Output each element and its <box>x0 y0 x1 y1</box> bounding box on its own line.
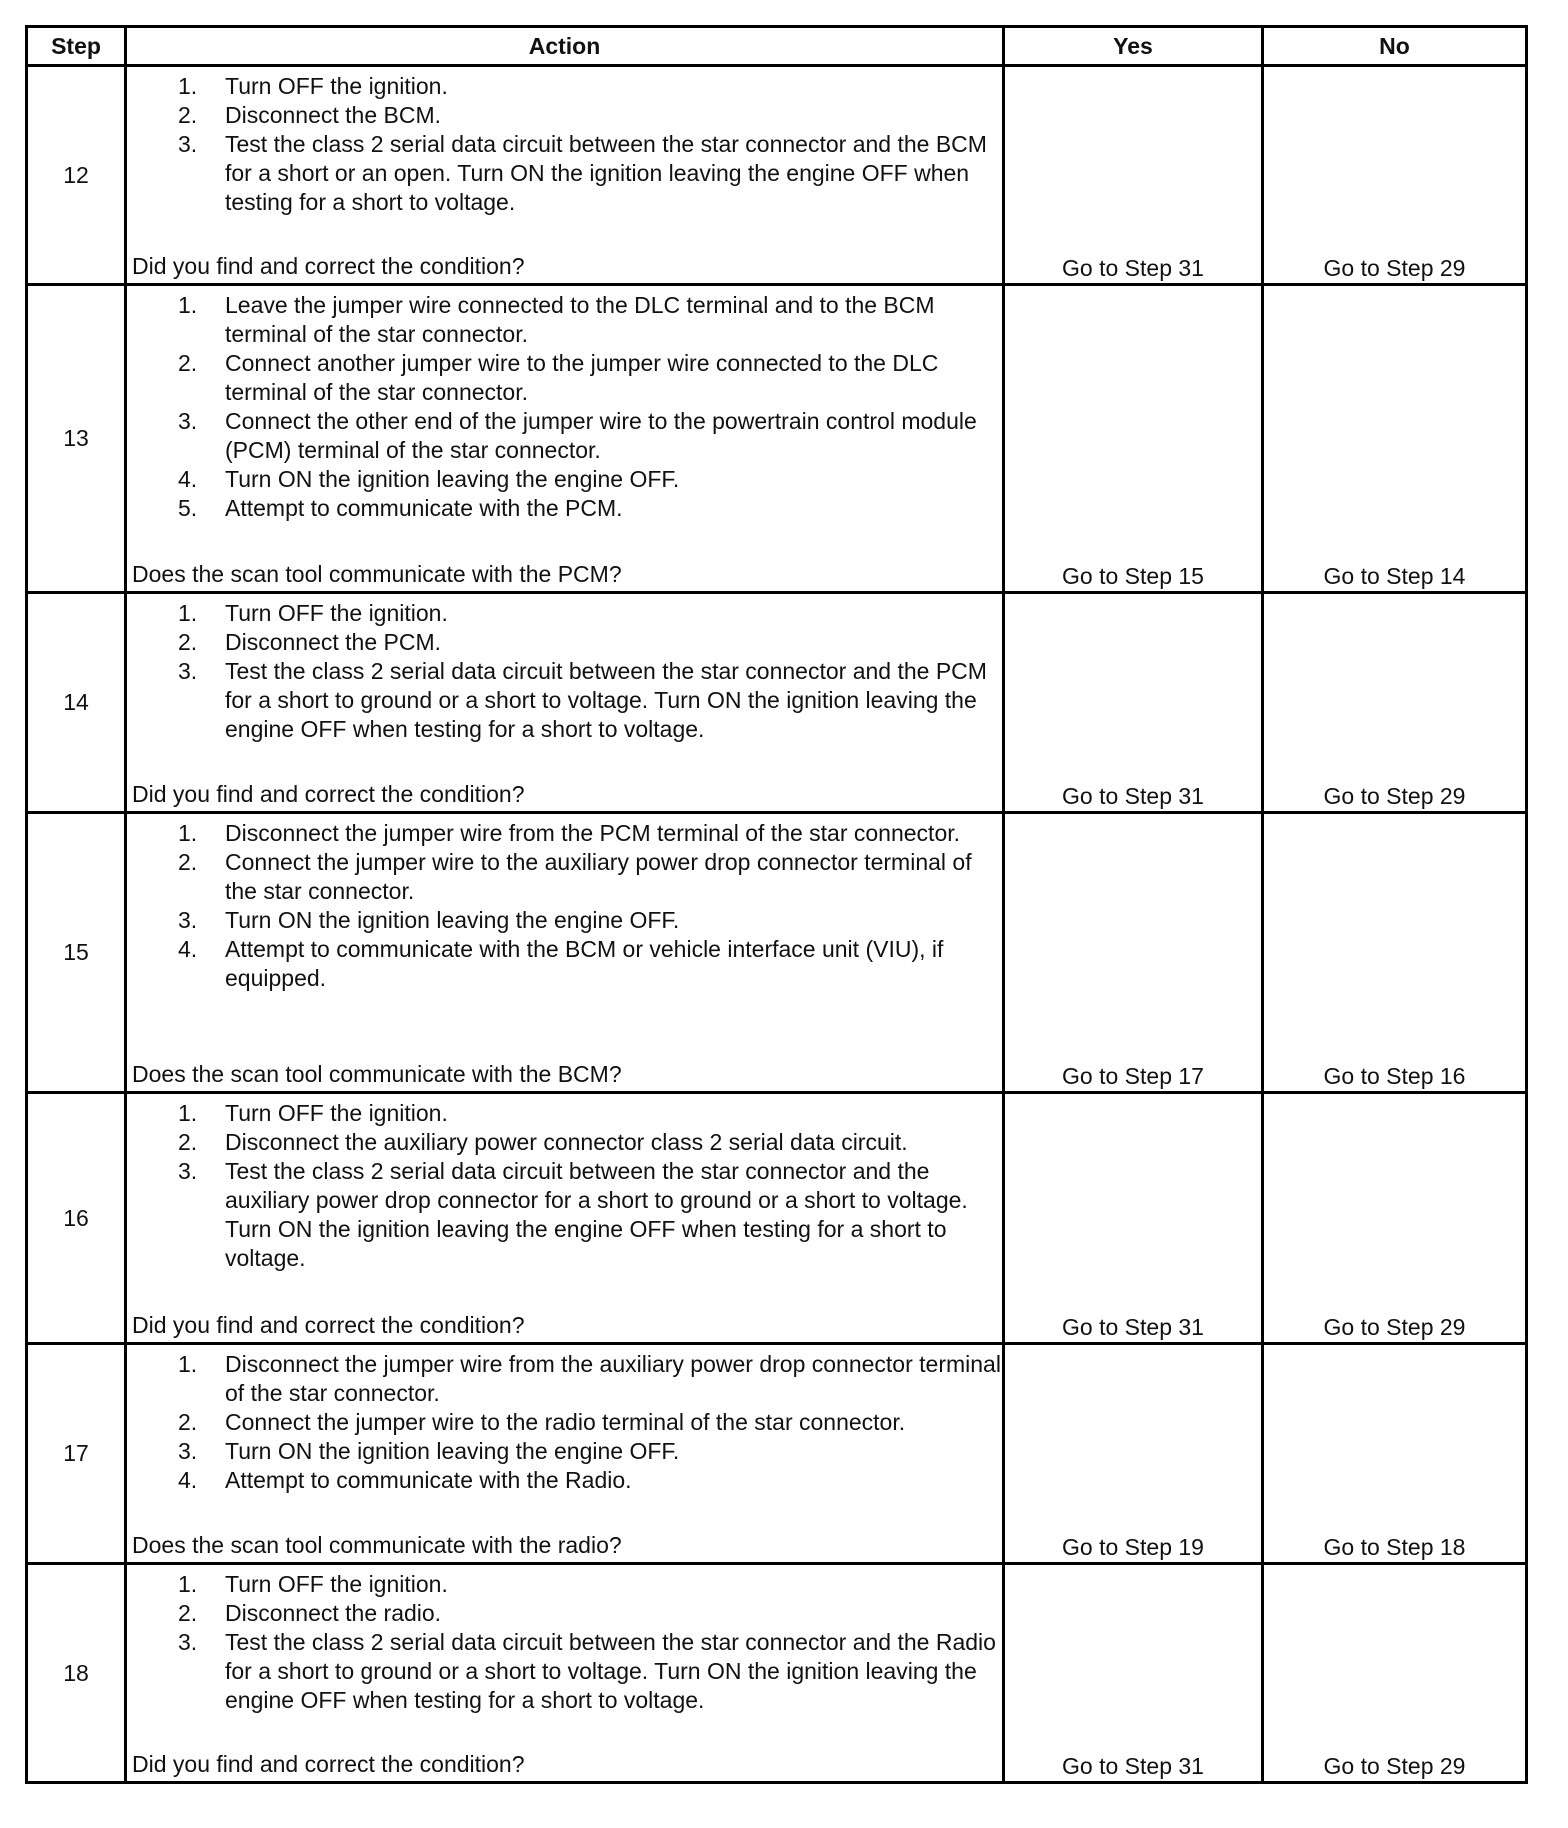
action-item-number: 3. <box>178 658 198 684</box>
action-question: Did you find and correct the condition? <box>132 1751 525 1777</box>
action-item-number: 4. <box>178 1467 198 1493</box>
action-item-number: 2. <box>178 629 198 655</box>
action-item-text: Turn OFF the ignition. <box>225 600 448 626</box>
action-item <box>127 1599 1002 1628</box>
header-row <box>27 27 1527 66</box>
action-question: Did you find and correct the condition? <box>132 253 525 279</box>
action-item-number: 3. <box>178 907 198 933</box>
action-item-text: Turn ON the ignition leaving the engine OFF. <box>225 1438 680 1464</box>
action-item <box>127 101 1002 130</box>
action-item <box>127 130 1002 217</box>
step-number: 18 <box>27 1564 126 1783</box>
action-item <box>127 72 1002 101</box>
table-row <box>27 66 1527 285</box>
step-number: 16 <box>27 1093 126 1344</box>
step-number: 12 <box>27 66 126 285</box>
action-cell <box>126 813 1004 1093</box>
action-item <box>127 935 1002 993</box>
no-result: Go to Step 14 <box>1263 285 1527 593</box>
action-question: Did you find and correct the condition? <box>132 1312 525 1338</box>
action-item-number: 2. <box>178 1129 198 1155</box>
action-item-text: Leave the jumper wire connected to the DLC terminal and to the BCM terminal of the star connector. <box>225 292 935 347</box>
action-item <box>127 1128 1002 1157</box>
table-row <box>27 1344 1527 1564</box>
header-no: No <box>1263 27 1527 66</box>
no-result: Go to Step 29 <box>1263 593 1527 813</box>
action-item-text: Disconnect the radio. <box>225 1600 442 1626</box>
action-item-number: 3. <box>178 1158 198 1184</box>
action-item-text: Attempt to communicate with the PCM. <box>225 495 623 521</box>
action-item-text: Test the class 2 serial data circuit between the star connector and the BCM for a short or an open. Turn ON the ignition leaving the engine OFF when testing for a short to voltage. <box>225 131 987 215</box>
table-header <box>27 27 1527 66</box>
action-item <box>127 628 1002 657</box>
action-item-number: 5. <box>178 495 198 521</box>
diagnostic-table <box>25 25 1528 1784</box>
action-item <box>127 906 1002 935</box>
table-row <box>27 593 1527 813</box>
action-item <box>127 1570 1002 1599</box>
action-item-number: 4. <box>178 466 198 492</box>
action-question: Did you find and correct the condition? <box>132 781 525 807</box>
action-item-number: 3. <box>178 1438 198 1464</box>
action-item <box>127 1628 1002 1715</box>
action-question: Does the scan tool communicate with the BCM? <box>132 1061 622 1087</box>
no-result: Go to Step 29 <box>1263 1564 1527 1783</box>
yes-result: Go to Step 15 <box>1004 285 1263 593</box>
action-item-number: 3. <box>178 1629 198 1655</box>
action-cell <box>126 1093 1004 1344</box>
action-item-number: 1. <box>178 1351 198 1377</box>
action-item <box>127 657 1002 744</box>
action-item-number: 2. <box>178 849 198 875</box>
action-item <box>127 291 1002 349</box>
action-list <box>127 1565 1002 1715</box>
yes-result: Go to Step 31 <box>1004 66 1263 285</box>
action-item-text: Disconnect the BCM. <box>225 102 442 128</box>
action-item <box>127 1437 1002 1466</box>
action-item <box>127 494 1002 523</box>
yes-result: Go to Step 19 <box>1004 1344 1263 1564</box>
action-item-text: Connect the jumper wire to the radio terminal of the star connector. <box>225 1409 906 1435</box>
action-item-text: Disconnect the jumper wire from the PCM terminal of the star connector. <box>225 820 961 846</box>
action-item-number: 1. <box>178 820 198 846</box>
action-list <box>127 286 1002 523</box>
step-number: 17 <box>27 1344 126 1564</box>
action-item-text: Test the class 2 serial data circuit between the star connector and the Radio for a short to ground or a short to voltage. Turn ON the ignition leaving the engine OFF when testing for a short to voltage. <box>225 1629 996 1713</box>
action-item-text: Disconnect the jumper wire from the auxiliary power drop connector terminal of the star connector. <box>225 1351 1001 1406</box>
action-item-number: 2. <box>178 1600 198 1626</box>
action-item-number: 4. <box>178 936 198 962</box>
action-item <box>127 407 1002 465</box>
table-row <box>27 285 1527 593</box>
action-item <box>127 1350 1002 1408</box>
action-list <box>127 594 1002 744</box>
yes-result: Go to Step 31 <box>1004 1564 1263 1783</box>
action-item <box>127 819 1002 848</box>
action-item-number: 1. <box>178 292 198 318</box>
table-row <box>27 1093 1527 1344</box>
action-item <box>127 1099 1002 1128</box>
action-item-number: 2. <box>178 350 198 376</box>
action-cell <box>126 1564 1004 1783</box>
action-item-text: Connect the jumper wire to the auxiliary power drop connector terminal of the star connector. <box>225 849 972 904</box>
action-item-text: Turn ON the ignition leaving the engine OFF. <box>225 466 680 492</box>
action-item <box>127 1466 1002 1495</box>
action-item <box>127 1157 1002 1273</box>
action-item-text: Connect another jumper wire to the jumper wire connected to the DLC terminal of the star connector. <box>225 350 939 405</box>
action-item <box>127 848 1002 906</box>
action-item-number: 1. <box>178 600 198 626</box>
action-question: Does the scan tool communicate with the radio? <box>132 1532 622 1558</box>
action-item-number: 1. <box>178 1100 198 1126</box>
action-item-number: 1. <box>178 73 198 99</box>
action-item-text: Turn ON the ignition leaving the engine OFF. <box>225 907 680 933</box>
header-yes: Yes <box>1004 27 1263 66</box>
diagnostic-table-wrapper <box>25 25 1525 1784</box>
no-result: Go to Step 29 <box>1263 1093 1527 1344</box>
no-result: Go to Step 16 <box>1263 813 1527 1093</box>
action-cell <box>126 1344 1004 1564</box>
action-item-text: Attempt to communicate with the Radio. <box>225 1467 632 1493</box>
action-list <box>127 814 1002 993</box>
step-number: 15 <box>27 813 126 1093</box>
action-item-number: 3. <box>178 131 198 157</box>
action-item-number: 1. <box>178 1571 198 1597</box>
action-item-text: Attempt to communicate with the BCM or vehicle interface unit (VIU), if equipped. <box>225 936 944 991</box>
action-cell <box>126 593 1004 813</box>
header-action: Action <box>126 27 1004 66</box>
action-item <box>127 1408 1002 1437</box>
table-row <box>27 1564 1527 1783</box>
action-item-text: Turn OFF the ignition. <box>225 1100 448 1126</box>
action-list <box>127 67 1002 217</box>
action-cell <box>126 285 1004 593</box>
action-item-number: 3. <box>178 408 198 434</box>
step-number: 13 <box>27 285 126 593</box>
action-list <box>127 1345 1002 1495</box>
table-row <box>27 813 1527 1093</box>
action-item-text: Turn OFF the ignition. <box>225 73 448 99</box>
action-item-text: Test the class 2 serial data circuit between the star connector and the auxiliary power drop connector for a short to ground or a short to voltage. Turn ON the ignition leaving the engine OFF when testing for a short to voltage. <box>225 1158 968 1271</box>
action-question: Does the scan tool communicate with the PCM? <box>132 561 622 587</box>
action-item-text: Disconnect the PCM. <box>225 629 442 655</box>
no-result: Go to Step 18 <box>1263 1344 1527 1564</box>
action-item-text: Connect the other end of the jumper wire to the powertrain control module (PCM) terminal of the star connector. <box>225 408 977 463</box>
header-step: Step <box>27 27 126 66</box>
action-item <box>127 599 1002 628</box>
action-item-text: Turn OFF the ignition. <box>225 1571 448 1597</box>
action-item <box>127 465 1002 494</box>
action-item-text: Test the class 2 serial data circuit between the star connector and the PCM for a short to ground or a short to voltage. Turn ON the ignition leaving the engine OFF when testing for a short to voltage. <box>225 658 987 742</box>
yes-result: Go to Step 31 <box>1004 1093 1263 1344</box>
yes-result: Go to Step 31 <box>1004 593 1263 813</box>
yes-result: Go to Step 17 <box>1004 813 1263 1093</box>
action-list <box>127 1094 1002 1273</box>
action-item-number: 2. <box>178 102 198 128</box>
table-body <box>27 66 1527 1783</box>
action-item-text: Disconnect the auxiliary power connector class 2 serial data circuit. <box>225 1129 908 1155</box>
step-number: 14 <box>27 593 126 813</box>
action-item <box>127 349 1002 407</box>
action-cell <box>126 66 1004 285</box>
no-result: Go to Step 29 <box>1263 66 1527 285</box>
action-item-number: 2. <box>178 1409 198 1435</box>
